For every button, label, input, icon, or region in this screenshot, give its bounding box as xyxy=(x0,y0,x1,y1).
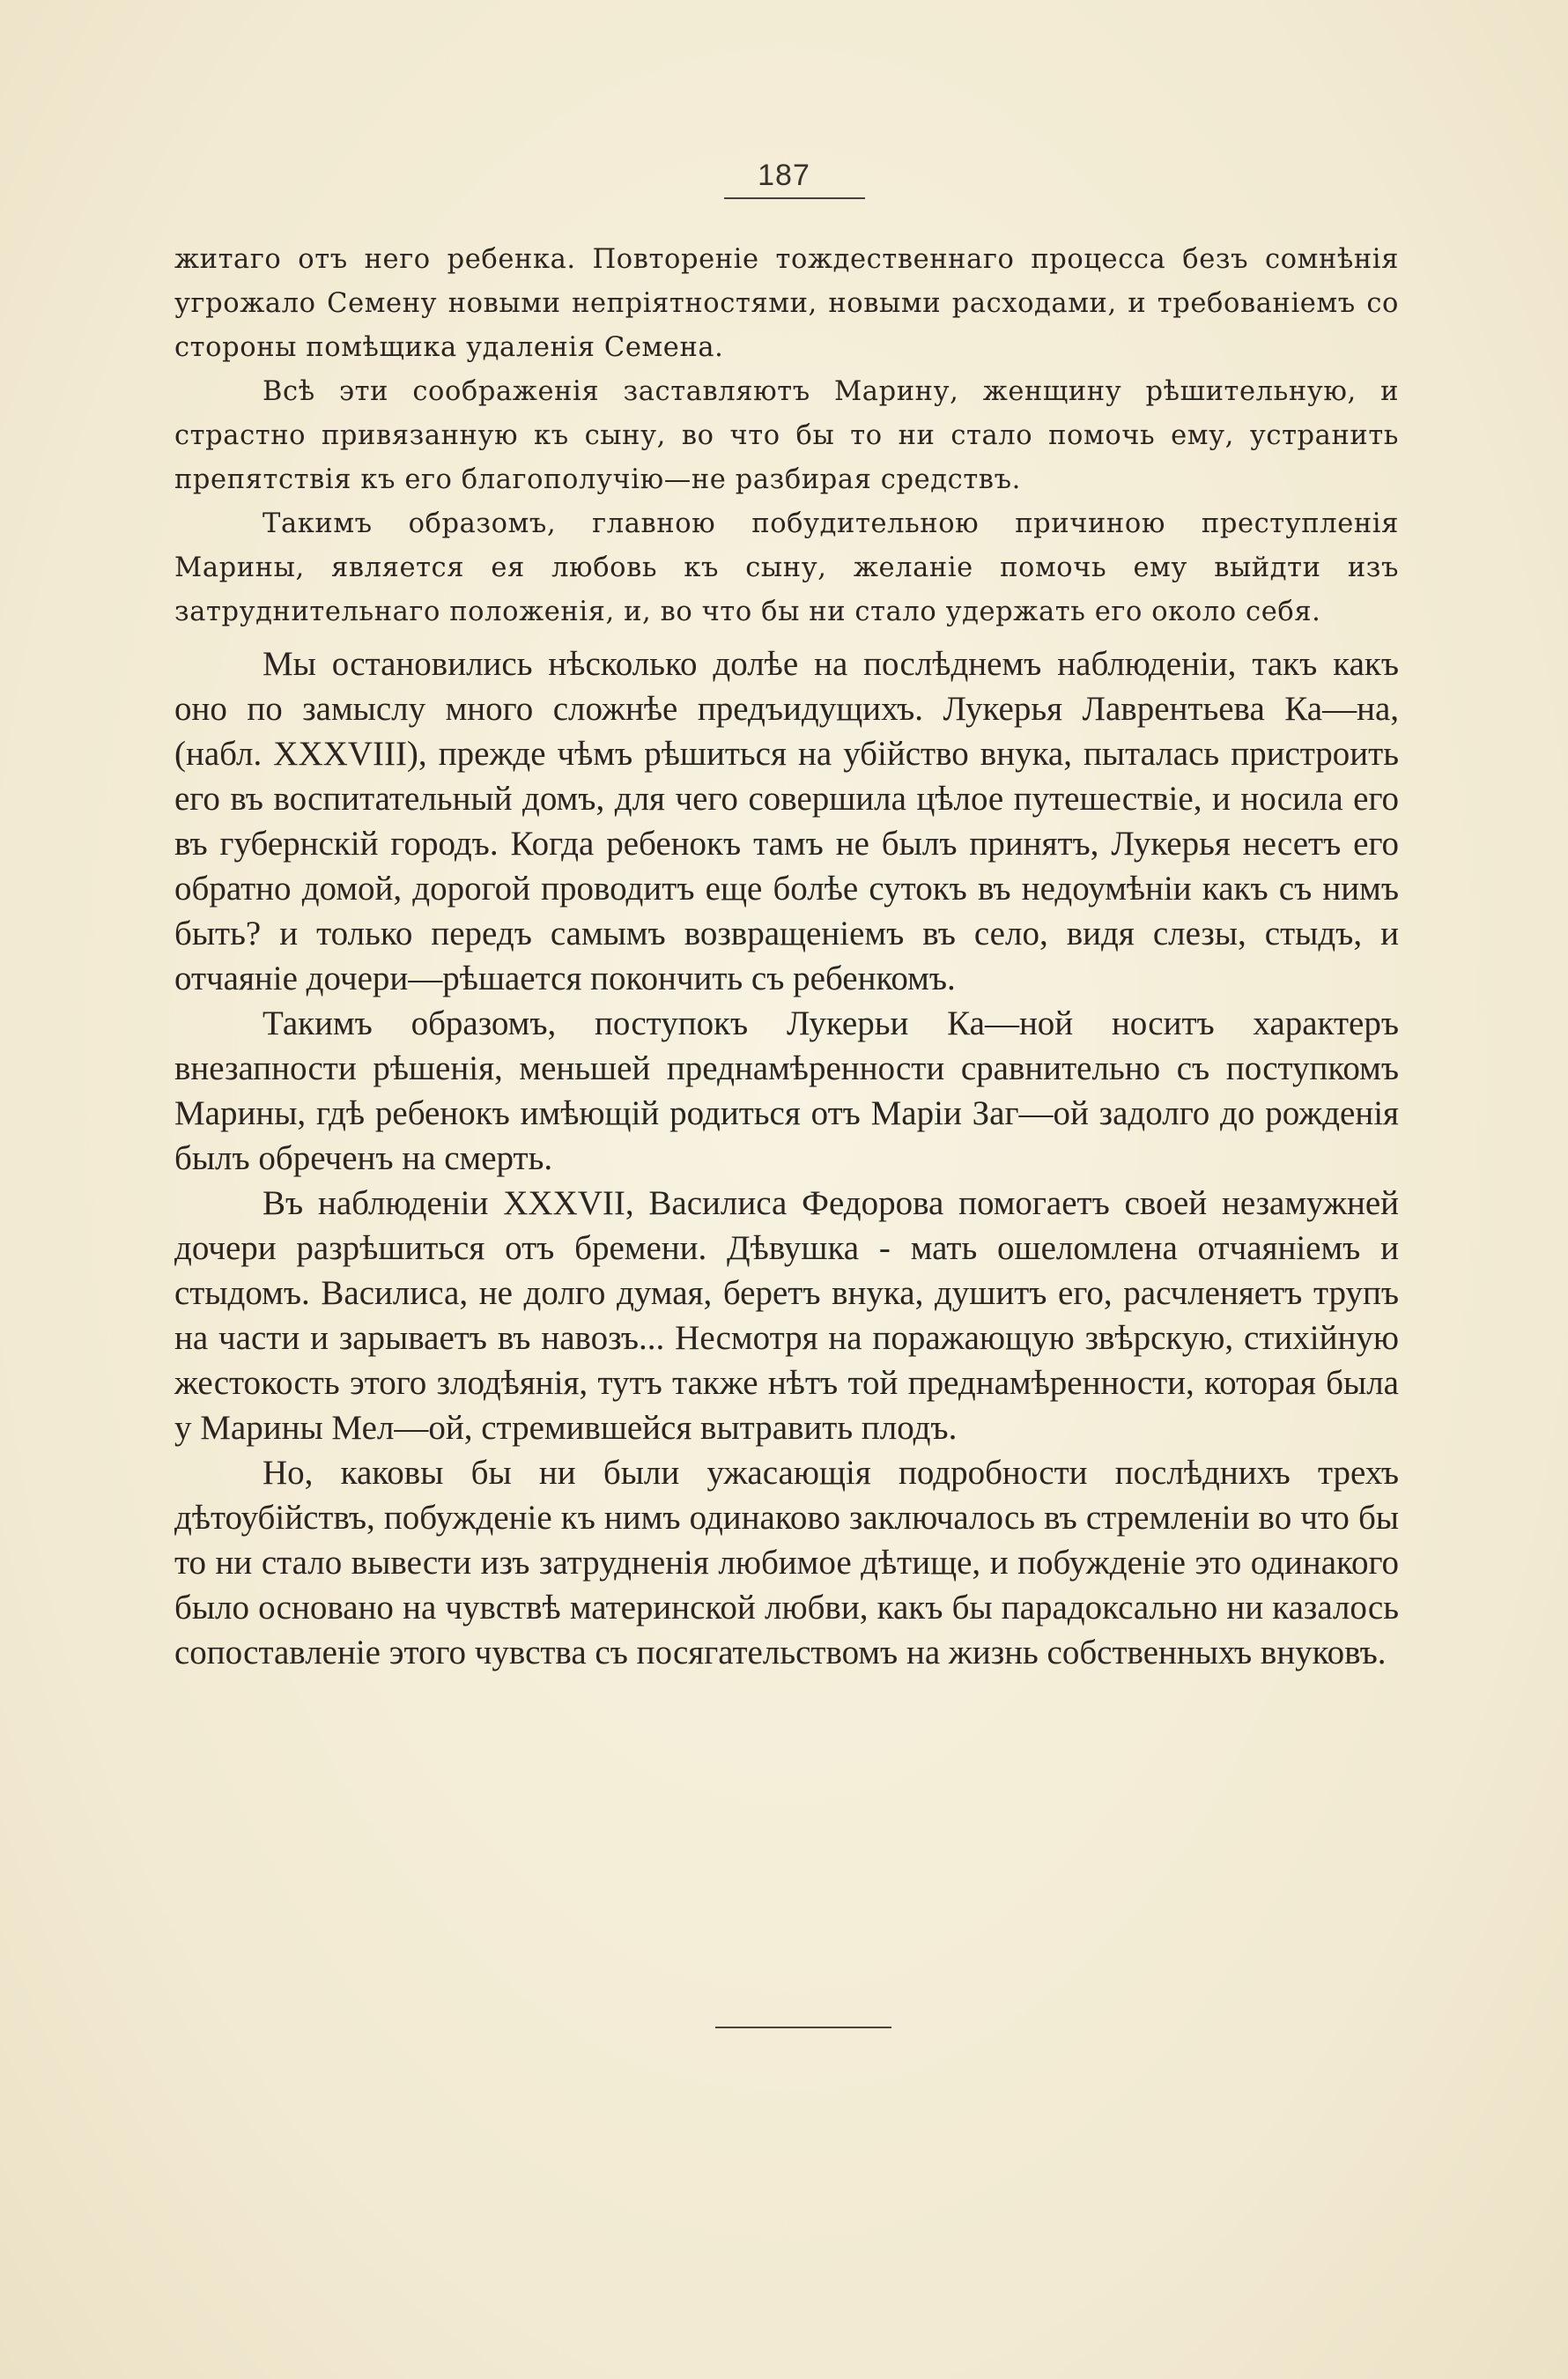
paragraph: Такимъ образомъ, главною побудительною причиною преступленія Марины, является ея любовь къ сыну, желаніе помочь ему выйдти изъ затруднительнаго положенія, и, во что бы ни стало удержать его около себя. xyxy=(174,508,1399,627)
large-print-section xyxy=(174,641,1399,1675)
page-number-rule xyxy=(724,197,865,199)
paragraph: Мы остановились нѣсколько долѣе на послѣднемъ наблюденіи, такъ какъ оно по замыслу много сложнѣе предъидущихъ. Лукерья Лаврентьева Ка—на, (набл. XXXVIII), прежде чѣмъ рѣшиться на убійство внука, пыталась пристроить его въ воспитательный домъ, для чего совершила цѣлое путешествіе, и носила его въ губернскій городъ. Когда ребенокъ тамъ не былъ принятъ, Лукерья несетъ его обратно домой, дорогой проводитъ еще болѣе сутокъ въ недоумѣніи какъ съ нимъ быть? и только передъ самымъ возвращеніемъ въ село, видя слезы, стыдъ, и отчаяніе дочери—рѣшается покончить съ ребенкомъ. xyxy=(174,645,1399,997)
paragraph-continuation: житаго отъ него ребенка. Повтореніе тождественнаго процесса безъ сомнѣнія угрожало Семену новыми непріятностями, новыми расходами, и требованіемъ со стороны помѣщика удаленія Семена. xyxy=(174,244,1399,363)
paragraph: Всѣ эти соображенія заставляютъ Марину, женщину рѣшительную, и страстно привязанную къ сыну, во что бы то ни стало помочь ему, устранить препятствія къ его благополучію—не разбирая средствъ. xyxy=(174,376,1399,495)
paragraph: Но, каковы бы ни были ужасающія подробности послѣднихъ трехъ дѣтоубійствъ, побужденіе къ нимъ одинаково заключалось въ стремленіи во что бы то ни стало вывести изъ затрудненія любимое дѣтище, и побужденіе это одинакого было основано на чувствѣ материнской любви, какъ бы парадоксально ни казалось сопоставленіе этого чувства съ посягательствомъ на жизнь собственныхъ внуковъ. xyxy=(174,1454,1399,1671)
paragraph: Въ наблюденіи XXXVII, Василиса Федорова помогаетъ своей незамужней дочери разрѣшиться отъ бремени. Дѣвушка - мать ошеломлена отчаяніемъ и стыдомъ. Василиса, не долго думая, беретъ внука, душитъ его, расчленяетъ трупъ на части и зарываетъ въ навозъ... Несмотря на поражающую звѣрскую, стихійную жестокость этого злодѣянія, тутъ также нѣтъ той преднамѣренности, которая была у Марины Мел—ой, стремившейся вытравить плодъ. xyxy=(174,1184,1399,1447)
page-number: 187 xyxy=(758,159,810,192)
section-end-rule xyxy=(715,2027,891,2028)
small-print-section xyxy=(174,238,1399,634)
paragraph: Такимъ образомъ, поступокъ Лукерьи Ка—ной носитъ характеръ внезапности рѣшенія, меньшей преднамѣренности сравнительно съ поступкомъ Марины, гдѣ ребенокъ имѣющій родиться отъ Маріи Заг—ой задолго до рожденія былъ обреченъ на смерть. xyxy=(174,1004,1399,1177)
